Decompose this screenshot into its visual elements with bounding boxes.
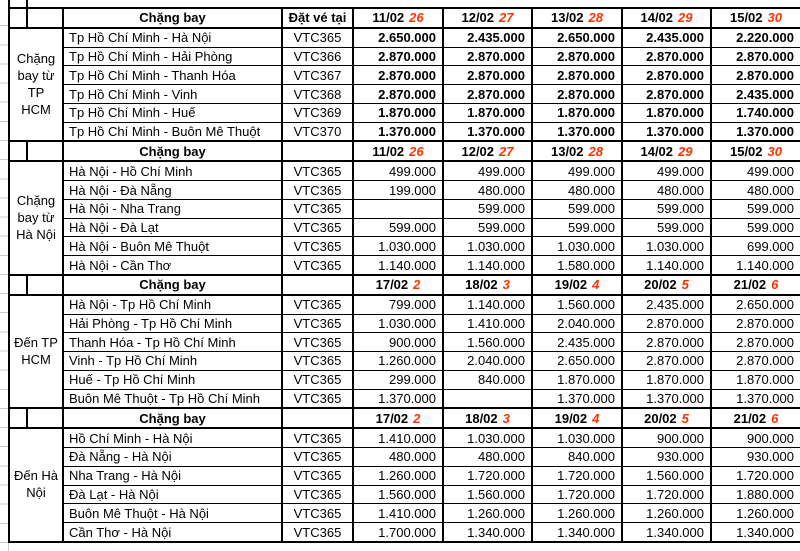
booking-code-cell: VTC365 — [282, 485, 353, 504]
price-cell: 1.260.000 — [353, 466, 443, 485]
fare-row — [9, 295, 800, 314]
route-cell: Tp Hồ Chí Minh - Hải Phòng — [63, 47, 282, 66]
price-cell: 1.030.000 — [353, 314, 443, 333]
route-cell: Đà Lạt - Hà Nội — [63, 485, 282, 504]
price-cell: 1.260.000 — [711, 504, 800, 523]
price-cell: 1.260.000 — [532, 504, 622, 523]
price-cell: 2.435.000 — [443, 28, 532, 47]
fare-row — [9, 466, 800, 485]
price-cell: 699.000 — [711, 237, 800, 256]
price-cell: 1.370.000 — [711, 122, 800, 141]
price-cell: 1.410.000 — [353, 504, 443, 523]
booking-code-cell: VTC368 — [282, 85, 353, 104]
date-text: 12/02 — [461, 10, 495, 26]
booking-code-cell: VTC365 — [282, 295, 353, 314]
lunar-day-number: 5 — [681, 277, 689, 293]
corner-cell — [27, 275, 63, 295]
price-cell: 2.650.000 — [353, 28, 443, 47]
lunar-day-number: 6 — [771, 410, 779, 426]
price-cell: 1.030.000 — [443, 428, 532, 447]
price-cell: 930.000 — [711, 448, 800, 467]
price-cell: 1.720.000 — [711, 466, 800, 485]
booking-code-cell: VTC365 — [282, 218, 353, 237]
fare-row — [9, 314, 800, 333]
date-text: 11/02 — [372, 10, 405, 26]
excel-margin-gridlines — [0, 7, 8, 551]
price-cell: 499.000 — [443, 161, 532, 180]
route-cell: Vinh - Tp Hồ Chí Minh — [63, 352, 282, 371]
price-cell: 1.720.000 — [443, 466, 532, 485]
price-cell: 1.340.000 — [532, 523, 622, 542]
booking-code-cell: VTC365 — [282, 352, 353, 371]
booking-header-cell: Đặt vé tại — [282, 8, 353, 28]
price-cell: 599.000 — [622, 218, 711, 237]
fare-row — [9, 504, 800, 523]
route-cell: Hà Nội - Nha Trang — [63, 199, 282, 218]
fare-row — [9, 47, 800, 66]
date-text: 14/02 — [640, 143, 674, 159]
price-cell: 499.000 — [622, 161, 711, 180]
fare-table-body — [9, 8, 800, 542]
fare-row — [9, 161, 800, 180]
booking-code-cell: VTC365 — [282, 237, 353, 256]
date-header-cell — [711, 8, 800, 28]
lunar-day-number: 29 — [678, 143, 693, 159]
gridline-stub — [8, 543, 9, 551]
price-cell: 1.260.000 — [443, 504, 532, 523]
route-cell: Tp Hồ Chí Minh - Thanh Hóa — [63, 66, 282, 85]
booking-code-cell: VTC366 — [282, 47, 353, 66]
price-cell: 480.000 — [622, 181, 711, 200]
price-cell: 599.000 — [443, 218, 532, 237]
corner-cell — [27, 8, 63, 28]
corner-cell — [9, 141, 27, 161]
price-cell: 480.000 — [443, 448, 532, 467]
price-cell: 299.000 — [353, 370, 443, 389]
price-cell: 1.370.000 — [532, 122, 622, 141]
price-cell: 599.000 — [532, 218, 622, 237]
price-cell: 599.000 — [353, 218, 443, 237]
route-cell: Huế - Tp Hồ Chí Minh — [63, 370, 282, 389]
price-cell: 2.870.000 — [532, 47, 622, 66]
route-cell: Tp Hồ Chí Minh - Huế — [63, 103, 282, 122]
date-header-cell — [711, 141, 800, 161]
booking-code-cell: VTC365 — [282, 199, 353, 218]
price-cell: 1.370.000 — [622, 122, 711, 141]
route-cell: Nha Trang - Hà Nội — [63, 466, 282, 485]
route-header-cell: Chặng bay — [63, 408, 282, 428]
corner-cell — [9, 275, 27, 295]
lunar-day-number: 3 — [502, 410, 510, 426]
booking-code-cell: VTC365 — [282, 448, 353, 467]
price-cell: 900.000 — [711, 428, 800, 447]
gridline-stub — [26, 0, 28, 7]
date-text: 18/02 — [465, 277, 498, 293]
section-label: Đến TP HCM — [9, 295, 63, 409]
date-text: 15/02 — [729, 10, 763, 26]
price-cell: 1.370.000 — [443, 122, 532, 141]
price-cell: 840.000 — [532, 448, 622, 467]
corner-cell — [27, 141, 63, 161]
price-cell: 2.435.000 — [622, 28, 711, 47]
price-cell: 1.140.000 — [711, 256, 800, 275]
section-header-row — [9, 8, 800, 28]
lunar-day-number: 5 — [681, 410, 689, 426]
date-text: 20/02 — [644, 277, 677, 293]
booking-header-cell — [282, 141, 353, 161]
price-cell: 1.260.000 — [353, 352, 443, 371]
route-cell: Hải Phòng - Tp Hồ Chí Minh — [63, 314, 282, 333]
price-cell: 1.370.000 — [353, 389, 443, 408]
price-cell: 1.580.000 — [532, 256, 622, 275]
date-header-cell — [622, 141, 711, 161]
fare-row — [9, 523, 800, 542]
price-cell: 2.650.000 — [532, 28, 622, 47]
price-cell: 2.870.000 — [711, 314, 800, 333]
booking-code-cell: VTC365 — [282, 314, 353, 333]
section-header-row — [9, 141, 800, 161]
fare-row — [9, 28, 800, 47]
date-header-cell — [353, 275, 443, 295]
price-cell: 900.000 — [622, 428, 711, 447]
route-header-cell: Chặng bay — [63, 275, 282, 295]
price-cell: 1.140.000 — [353, 256, 443, 275]
route-cell: Tp Hồ Chí Minh - Hà Nội — [63, 28, 282, 47]
price-cell: 599.000 — [622, 199, 711, 218]
price-cell: 1.340.000 — [443, 523, 532, 542]
price-cell: 2.650.000 — [532, 352, 622, 371]
price-cell: 2.870.000 — [622, 85, 711, 104]
fare-row — [9, 256, 800, 275]
date-text: 17/02 — [375, 277, 409, 293]
lunar-day-number: 28 — [588, 10, 603, 26]
corner-cell — [27, 408, 63, 428]
price-cell: 1.370.000 — [353, 122, 443, 141]
booking-code-cell: VTC365 — [282, 504, 353, 523]
date-header-cell — [711, 408, 800, 428]
corner-cell — [9, 408, 27, 428]
fare-row — [9, 103, 800, 122]
price-cell: 1.560.000 — [443, 485, 532, 504]
price-cell: 1.560.000 — [353, 485, 443, 504]
corner-cell — [9, 8, 27, 28]
fare-row — [9, 199, 800, 218]
price-cell: 1.880.000 — [711, 485, 800, 504]
route-cell: Cần Thơ - Hà Nội — [63, 523, 282, 542]
price-cell: 480.000 — [353, 448, 443, 467]
price-cell: 1.740.000 — [711, 103, 800, 122]
date-header-cell — [532, 141, 622, 161]
price-cell: 1.340.000 — [622, 523, 711, 542]
fare-row — [9, 218, 800, 237]
date-header-cell — [443, 408, 532, 428]
price-cell: 2.870.000 — [711, 47, 800, 66]
booking-header-cell — [282, 408, 353, 428]
route-cell: Buôn Mê Thuột - Hà Nội — [63, 504, 282, 523]
lunar-day-number: 26 — [409, 143, 424, 159]
date-text: 12/02 — [461, 143, 495, 159]
booking-code-cell: VTC370 — [282, 122, 353, 141]
date-header-cell — [532, 8, 622, 28]
date-text: 19/02 — [554, 410, 588, 426]
fare-row — [9, 370, 800, 389]
price-cell: 1.140.000 — [622, 256, 711, 275]
price-cell: 480.000 — [443, 181, 532, 200]
route-header-cell: Chặng bay — [63, 141, 282, 161]
lunar-day-number: 4 — [592, 277, 600, 293]
price-cell: 1.030.000 — [443, 237, 532, 256]
price-cell: 1.870.000 — [353, 103, 443, 122]
date-text: 14/02 — [640, 10, 674, 26]
booking-code-cell: VTC365 — [282, 466, 353, 485]
price-cell: 599.000 — [532, 199, 622, 218]
lunar-day-number: 6 — [771, 277, 779, 293]
lunar-day-number: 28 — [588, 143, 603, 159]
price-cell: 1.140.000 — [443, 295, 532, 314]
route-cell: Thanh Hóa - Tp Hồ Chí Minh — [63, 333, 282, 352]
price-cell: 2.870.000 — [711, 66, 800, 85]
booking-code-cell: VTC365 — [282, 389, 353, 408]
date-text: 21/02 — [733, 410, 767, 426]
lunar-day-number: 27 — [499, 143, 514, 159]
fare-row — [9, 122, 800, 141]
booking-code-cell: VTC365 — [282, 333, 353, 352]
price-cell: 2.870.000 — [532, 85, 622, 104]
lunar-day-number: 3 — [502, 277, 510, 293]
price-cell: 1.870.000 — [532, 103, 622, 122]
price-cell: 1.140.000 — [443, 256, 532, 275]
price-cell: 2.870.000 — [622, 66, 711, 85]
date-header-cell — [532, 275, 622, 295]
price-cell: 1.370.000 — [711, 389, 800, 408]
date-header-cell — [353, 8, 443, 28]
price-cell: 1.030.000 — [353, 237, 443, 256]
fare-row — [9, 237, 800, 256]
lunar-day-number: 2 — [413, 277, 421, 293]
price-cell: 499.000 — [353, 161, 443, 180]
booking-code-cell: VTC365 — [282, 428, 353, 447]
booking-code-cell: VTC369 — [282, 103, 353, 122]
section-header-row — [9, 408, 800, 428]
price-cell — [353, 199, 443, 218]
price-cell: 1.030.000 — [622, 237, 711, 256]
price-cell: 1.700.000 — [353, 523, 443, 542]
price-cell: 1.260.000 — [622, 504, 711, 523]
booking-code-cell: VTC365 — [282, 370, 353, 389]
price-cell: 840.000 — [443, 370, 532, 389]
date-text: 18/02 — [465, 410, 498, 426]
price-cell: 2.435.000 — [711, 85, 800, 104]
route-cell: Tp Hồ Chí Minh - Buôn Mê Thuột — [63, 122, 282, 141]
fare-row — [9, 333, 800, 352]
price-cell: 2.870.000 — [622, 314, 711, 333]
date-text: 21/02 — [733, 277, 767, 293]
price-cell: 1.340.000 — [711, 523, 800, 542]
price-cell: 1.370.000 — [622, 389, 711, 408]
price-cell: 1.720.000 — [532, 466, 622, 485]
price-cell: 2.220.000 — [711, 28, 800, 47]
price-cell: 599.000 — [711, 199, 800, 218]
price-cell: 2.870.000 — [443, 85, 532, 104]
price-cell: 2.870.000 — [353, 47, 443, 66]
date-header-cell — [622, 8, 711, 28]
date-header-cell — [622, 408, 711, 428]
date-header-cell — [353, 141, 443, 161]
price-cell: 2.870.000 — [622, 333, 711, 352]
price-cell: 199.000 — [353, 181, 443, 200]
date-header-cell — [622, 275, 711, 295]
booking-code-cell: VTC365 — [282, 161, 353, 180]
fare-row — [9, 428, 800, 447]
price-cell: 1.030.000 — [532, 428, 622, 447]
price-cell: 1.410.000 — [353, 428, 443, 447]
booking-header-cell — [282, 275, 353, 295]
date-header-cell — [443, 275, 532, 295]
price-cell: 1.560.000 — [622, 466, 711, 485]
date-text: 11/02 — [372, 143, 405, 159]
fare-row — [9, 181, 800, 200]
lunar-day-number: 30 — [767, 10, 782, 26]
price-cell: 2.870.000 — [532, 66, 622, 85]
gridline-stub — [8, 0, 10, 7]
route-cell: Hà Nội - Cần Thơ — [63, 256, 282, 275]
booking-code-cell: VTC367 — [282, 66, 353, 85]
price-cell: 2.870.000 — [622, 352, 711, 371]
date-text: 13/02 — [550, 10, 584, 26]
fare-row — [9, 389, 800, 408]
price-cell: 599.000 — [443, 199, 532, 218]
date-text: 17/02 — [375, 410, 409, 426]
route-cell: Hà Nội - Tp Hồ Chí Minh — [63, 295, 282, 314]
route-header-cell: Chặng bay — [63, 8, 282, 28]
date-text: 20/02 — [644, 410, 677, 426]
price-cell: 1.870.000 — [711, 370, 800, 389]
price-cell: 1.870.000 — [532, 370, 622, 389]
price-cell: 1.720.000 — [532, 485, 622, 504]
price-cell: 1.410.000 — [443, 314, 532, 333]
price-cell: 2.435.000 — [622, 295, 711, 314]
section-header-row — [9, 275, 800, 295]
fare-row — [9, 352, 800, 371]
price-cell: 499.000 — [532, 161, 622, 180]
price-cell: 2.870.000 — [353, 66, 443, 85]
date-header-cell — [443, 8, 532, 28]
price-cell: 599.000 — [711, 218, 800, 237]
lunar-day-number: 2 — [413, 410, 421, 426]
price-cell: 2.870.000 — [711, 333, 800, 352]
price-cell: 1.030.000 — [532, 237, 622, 256]
route-cell: Hồ Chí Minh - Hà Nội — [63, 428, 282, 447]
price-cell: 2.040.000 — [532, 314, 622, 333]
price-cell: 480.000 — [711, 181, 800, 200]
price-cell: 930.000 — [622, 448, 711, 467]
price-cell: 2.870.000 — [353, 85, 443, 104]
date-header-cell — [353, 408, 443, 428]
price-cell: 1.720.000 — [622, 485, 711, 504]
route-cell: Hà Nội - Đà Lạt — [63, 218, 282, 237]
price-cell: 2.040.000 — [443, 352, 532, 371]
price-cell: 1.370.000 — [532, 389, 622, 408]
fare-row — [9, 66, 800, 85]
price-cell: 2.650.000 — [711, 295, 800, 314]
route-cell: Hà Nội - Đà Nẵng — [63, 181, 282, 200]
booking-code-cell: VTC365 — [282, 28, 353, 47]
lunar-day-number: 26 — [409, 10, 424, 26]
price-cell: 2.870.000 — [443, 47, 532, 66]
date-header-cell — [711, 275, 800, 295]
price-cell: 1.870.000 — [622, 370, 711, 389]
route-cell: Đà Nẵng - Hà Nội — [63, 448, 282, 467]
lunar-day-number: 30 — [767, 143, 782, 159]
date-header-cell — [532, 408, 622, 428]
fare-row — [9, 485, 800, 504]
price-cell: 1.870.000 — [622, 103, 711, 122]
booking-code-cell: VTC365 — [282, 256, 353, 275]
price-cell: 1.560.000 — [443, 333, 532, 352]
lunar-day-number: 4 — [592, 410, 600, 426]
date-text: 19/02 — [554, 277, 588, 293]
price-cell: 1.870.000 — [443, 103, 532, 122]
price-cell: 2.870.000 — [622, 47, 711, 66]
fare-table — [8, 7, 800, 543]
section-label: Chặng bay từ Hà Nội — [9, 161, 63, 275]
price-cell: 480.000 — [532, 181, 622, 200]
price-cell: 499.000 — [711, 161, 800, 180]
price-cell: 799.000 — [353, 295, 443, 314]
section-label: Chặng bay từ TP HCM — [9, 28, 63, 142]
price-cell: 900.000 — [353, 333, 443, 352]
date-header-cell — [443, 141, 532, 161]
price-cell: 2.870.000 — [443, 66, 532, 85]
price-cell: 2.870.000 — [711, 352, 800, 371]
fare-row — [9, 448, 800, 467]
section-label: Đến Hà Nội — [9, 428, 63, 542]
route-cell: Tp Hồ Chí Minh - Vinh — [63, 85, 282, 104]
date-text: 15/02 — [729, 143, 763, 159]
route-cell: Hà Nội - Hồ Chí Minh — [63, 161, 282, 180]
booking-code-cell: VTC365 — [282, 523, 353, 542]
route-cell: Buôn Mê Thuột - Tp Hồ Chí Minh — [63, 389, 282, 408]
booking-code-cell: VTC365 — [282, 181, 353, 200]
price-cell — [443, 389, 532, 408]
fare-row — [9, 85, 800, 104]
price-cell: 1.560.000 — [532, 295, 622, 314]
lunar-day-number: 27 — [499, 10, 514, 26]
route-cell: Hà Nội - Buôn Mê Thuột — [63, 237, 282, 256]
price-cell: 2.435.000 — [532, 333, 622, 352]
lunar-day-number: 29 — [678, 10, 693, 26]
date-text: 13/02 — [550, 143, 584, 159]
